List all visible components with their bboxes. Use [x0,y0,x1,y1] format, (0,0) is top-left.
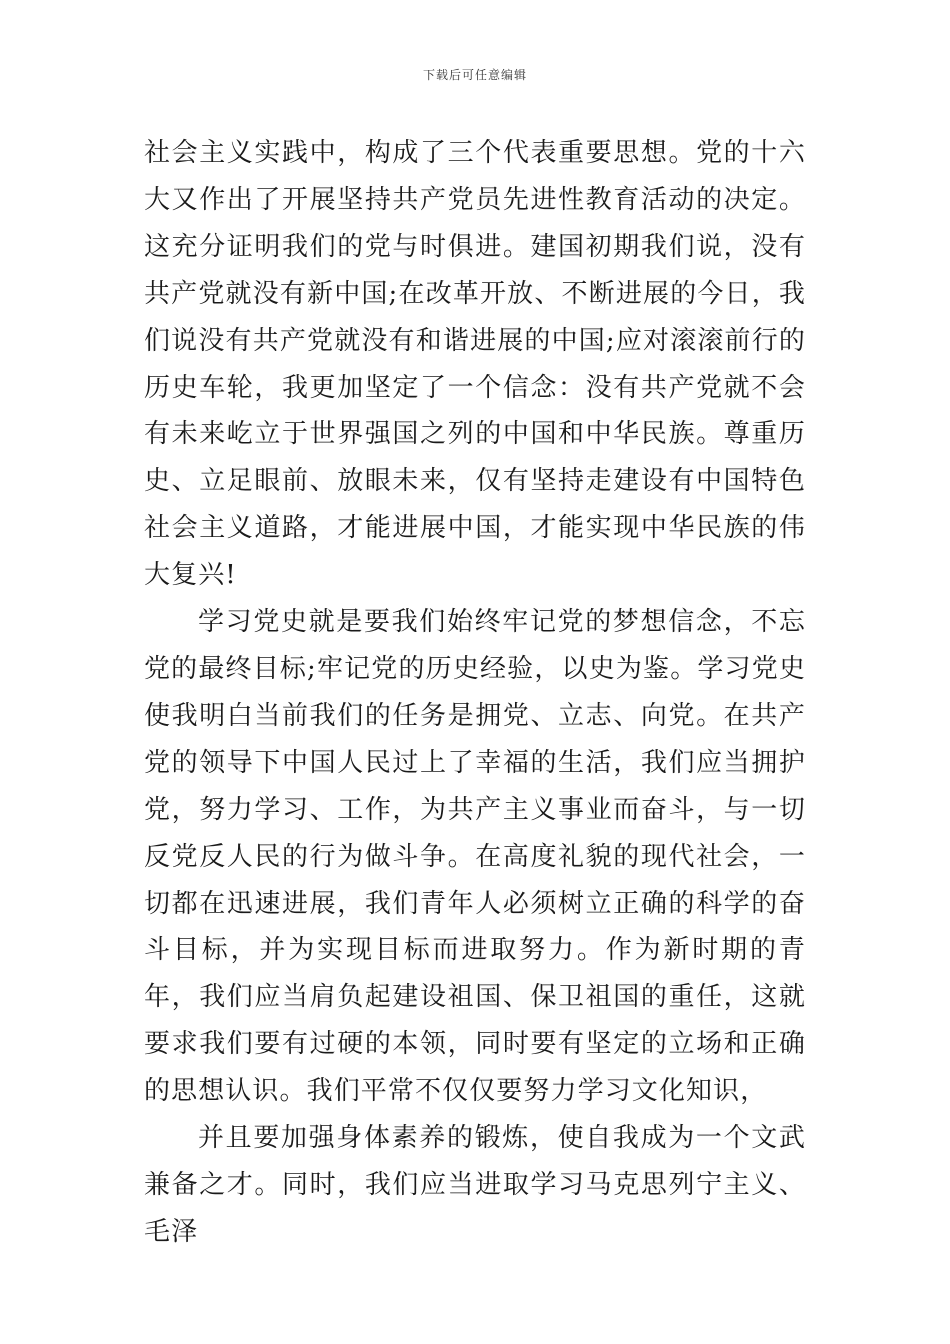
paragraph-2: 学习党史就是要我们始终牢记党的梦想信念，不忘党的最终目标;牢记党的历史经验，以史为鉴。学习党史使我明白当前我们的任务是拥党、立志、向党。在共产党的领导下中国人民过上了幸福的生活，我们应当拥护党，努力学习、工作，为共产主义事业而奋斗，与一切反党反人民的行为做斗争。在高度礼貌的现代社会，一切都在迅速进展，我们青年人必须树立正确的科学的奋斗目标，并为实现目标而进取努力。作为新时期的青年，我们应当肩负起建设祖国、保卫祖国的重任，这就要求我们要有过硬的本领，同时要有坚定的立场和正确的思想认识。我们平常不仅仅要努力学习文化知识， [144,607,806,1107]
header-note: 下载后可任意编辑 [422,68,527,82]
paragraph-1: 社会主义实践中，构成了三个代表重要思想。党的十六大又作出了开展坚持共产党员先进性教育活动的决定。这充分证明我们的党与时俱进。建国初期我们说，没有共产党就没有新中国;在改革开放、不断进展的今日，我们说没有共产党就没有和谐进展的中国;应对滚滚前行的历史车轮，我更加坚定了一个信念：没有共产党就不会有未来屹立于世界强国之列的中国和中华民族。尊重历史、立足眼前、放眼未来，仅有坚持走建设有中国特色社会主义道路，才能进展中国，才能实现中华民族的伟大复兴! [144,138,806,591]
document-body [144,130,806,1256]
paragraph-3: 并且要加强身体素养的锻炼，使自我成为一个文武兼备之才。同时，我们应当进取学习马克思列宁主义、毛泽 [144,1123,806,1247]
